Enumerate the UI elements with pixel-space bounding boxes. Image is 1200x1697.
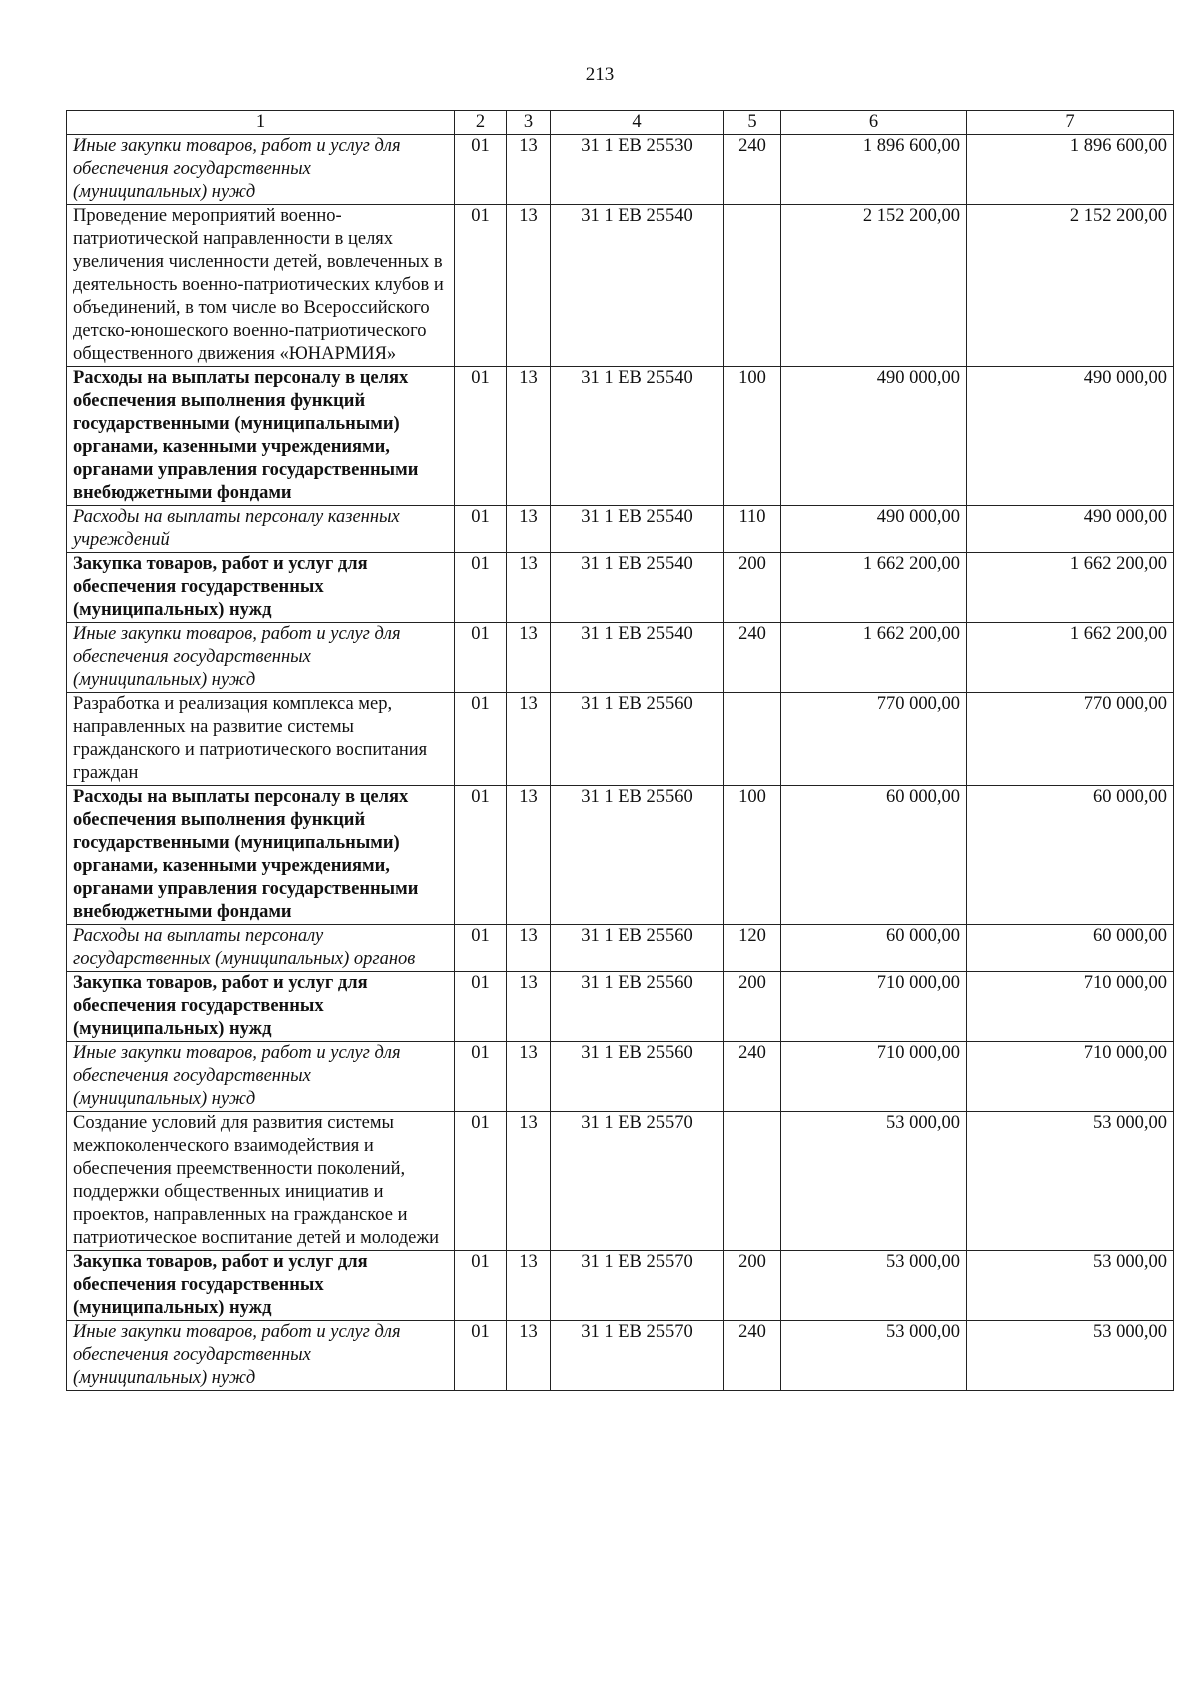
row-amount-1: 60 000,00 xyxy=(781,925,967,972)
row-amount-1: 770 000,00 xyxy=(781,693,967,786)
row-amount-2: 53 000,00 xyxy=(967,1321,1174,1391)
row-subsection-code: 13 xyxy=(507,972,551,1042)
table-row xyxy=(67,1321,1174,1391)
row-section-code: 01 xyxy=(455,693,507,786)
row-subsection-code: 13 xyxy=(507,506,551,553)
row-expense-type: 100 xyxy=(724,367,781,506)
table-row xyxy=(67,506,1174,553)
row-target-article: 31 1 ЕВ 25560 xyxy=(551,693,724,786)
row-section-code: 01 xyxy=(455,367,507,506)
header-col-4: 4 xyxy=(551,111,724,135)
row-amount-2: 1 662 200,00 xyxy=(967,623,1174,693)
row-section-code: 01 xyxy=(455,972,507,1042)
row-expense-type xyxy=(724,1112,781,1251)
row-description: Создание условий для развития системы межпоколенческого взаимодействия и обеспечения преемственности поколений, поддержки общественных инициатив и проектов, направленных на гражданское и патриотическое воспитание детей и молодежи xyxy=(67,1112,455,1251)
row-description: Закупка товаров, работ и услуг для обеспечения государственных (муниципальных) нужд xyxy=(67,972,455,1042)
row-description: Иные закупки товаров, работ и услуг для обеспечения государственных (муниципальных) нужд xyxy=(67,1042,455,1112)
row-amount-2: 490 000,00 xyxy=(967,506,1174,553)
row-description: Иные закупки товаров, работ и услуг для обеспечения государственных (муниципальных) нужд xyxy=(67,623,455,693)
row-expense-type: 200 xyxy=(724,1251,781,1321)
table-row xyxy=(67,972,1174,1042)
header-col-5: 5 xyxy=(724,111,781,135)
row-subsection-code: 13 xyxy=(507,925,551,972)
row-subsection-code: 13 xyxy=(507,553,551,623)
row-section-code: 01 xyxy=(455,623,507,693)
row-amount-1: 710 000,00 xyxy=(781,1042,967,1112)
row-amount-2: 710 000,00 xyxy=(967,1042,1174,1112)
row-expense-type: 200 xyxy=(724,553,781,623)
table-row xyxy=(67,925,1174,972)
row-amount-2: 2 152 200,00 xyxy=(967,205,1174,367)
row-description: Проведение мероприятий военно-патриотической направленности в целях увеличения численности детей, вовлеченных в деятельность военно-патриотических клубов и объединений, в том числе во Всероссийского детско-юношеского военно-патриотического общественного движения «ЮНАРМИЯ» xyxy=(67,205,455,367)
row-target-article: 31 1 ЕВ 25570 xyxy=(551,1112,724,1251)
row-expense-type: 240 xyxy=(724,135,781,205)
row-description: Закупка товаров, работ и услуг для обеспечения государственных (муниципальных) нужд xyxy=(67,553,455,623)
row-expense-type: 200 xyxy=(724,972,781,1042)
table-row xyxy=(67,1042,1174,1112)
header-col-3: 3 xyxy=(507,111,551,135)
row-amount-1: 710 000,00 xyxy=(781,972,967,1042)
row-expense-type: 240 xyxy=(724,1042,781,1112)
row-section-code: 01 xyxy=(455,786,507,925)
row-subsection-code: 13 xyxy=(507,367,551,506)
table-row xyxy=(67,1112,1174,1251)
row-expense-type: 120 xyxy=(724,925,781,972)
header-col-7: 7 xyxy=(967,111,1174,135)
row-subsection-code: 13 xyxy=(507,786,551,925)
row-subsection-code: 13 xyxy=(507,1042,551,1112)
page-number: 213 xyxy=(585,64,615,85)
row-section-code: 01 xyxy=(455,1251,507,1321)
row-section-code: 01 xyxy=(455,553,507,623)
row-description: Расходы на выплаты персоналу в целях обеспечения выполнения функций государственными (муниципальными) органами, казенными учреждениями, органами управления государственными внебюджетными фондами xyxy=(67,786,455,925)
row-amount-1: 1 662 200,00 xyxy=(781,623,967,693)
row-amount-2: 770 000,00 xyxy=(967,693,1174,786)
row-amount-2: 1 896 600,00 xyxy=(967,135,1174,205)
table-row xyxy=(67,553,1174,623)
row-target-article: 31 1 ЕВ 25560 xyxy=(551,786,724,925)
row-section-code: 01 xyxy=(455,1042,507,1112)
row-description: Иные закупки товаров, работ и услуг для обеспечения государственных (муниципальных) нужд xyxy=(67,135,455,205)
table-row xyxy=(67,135,1174,205)
row-description: Иные закупки товаров, работ и услуг для обеспечения государственных (муниципальных) нужд xyxy=(67,1321,455,1391)
row-subsection-code: 13 xyxy=(507,623,551,693)
row-target-article: 31 1 ЕВ 25540 xyxy=(551,205,724,367)
row-subsection-code: 13 xyxy=(507,205,551,367)
row-amount-1: 1 662 200,00 xyxy=(781,553,967,623)
row-amount-1: 2 152 200,00 xyxy=(781,205,967,367)
row-section-code: 01 xyxy=(455,1321,507,1391)
row-target-article: 31 1 ЕВ 25540 xyxy=(551,367,724,506)
table-body xyxy=(67,135,1174,1391)
row-target-article: 31 1 ЕВ 25560 xyxy=(551,1042,724,1112)
header-col-2: 2 xyxy=(455,111,507,135)
row-subsection-code: 13 xyxy=(507,693,551,786)
row-target-article: 31 1 ЕВ 25530 xyxy=(551,135,724,205)
table-row xyxy=(67,623,1174,693)
row-subsection-code: 13 xyxy=(507,1321,551,1391)
row-amount-1: 490 000,00 xyxy=(781,367,967,506)
row-subsection-code: 13 xyxy=(507,1112,551,1251)
row-target-article: 31 1 ЕВ 25540 xyxy=(551,623,724,693)
table-row xyxy=(67,693,1174,786)
row-amount-2: 53 000,00 xyxy=(967,1112,1174,1251)
row-expense-type: 100 xyxy=(724,786,781,925)
row-amount-1: 490 000,00 xyxy=(781,506,967,553)
row-description: Расходы на выплаты персоналу казенных учреждений xyxy=(67,506,455,553)
row-amount-2: 53 000,00 xyxy=(967,1251,1174,1321)
table-row xyxy=(67,205,1174,367)
row-description: Разработка и реализация комплекса мер, направленных на развитие системы гражданского и патриотического воспитания граждан xyxy=(67,693,455,786)
row-expense-type xyxy=(724,205,781,367)
row-expense-type: 240 xyxy=(724,623,781,693)
row-expense-type xyxy=(724,693,781,786)
row-target-article: 31 1 ЕВ 25540 xyxy=(551,506,724,553)
row-amount-1: 53 000,00 xyxy=(781,1251,967,1321)
row-amount-1: 53 000,00 xyxy=(781,1112,967,1251)
row-target-article: 31 1 ЕВ 25540 xyxy=(551,553,724,623)
row-subsection-code: 13 xyxy=(507,135,551,205)
row-expense-type: 110 xyxy=(724,506,781,553)
row-amount-2: 490 000,00 xyxy=(967,367,1174,506)
header-col-1: 1 xyxy=(67,111,455,135)
row-amount-1: 60 000,00 xyxy=(781,786,967,925)
budget-table xyxy=(66,110,1174,1391)
row-amount-2: 710 000,00 xyxy=(967,972,1174,1042)
row-description: Закупка товаров, работ и услуг для обеспечения государственных (муниципальных) нужд xyxy=(67,1251,455,1321)
row-section-code: 01 xyxy=(455,1112,507,1251)
row-amount-1: 1 896 600,00 xyxy=(781,135,967,205)
row-amount-2: 60 000,00 xyxy=(967,786,1174,925)
row-description: Расходы на выплаты персоналу государственных (муниципальных) органов xyxy=(67,925,455,972)
table-header-row xyxy=(67,111,1174,135)
row-description: Расходы на выплаты персоналу в целях обеспечения выполнения функций государственными (муниципальными) органами, казенными учреждениями, органами управления государственными внебюджетными фондами xyxy=(67,367,455,506)
table-row xyxy=(67,367,1174,506)
row-subsection-code: 13 xyxy=(507,1251,551,1321)
row-section-code: 01 xyxy=(455,135,507,205)
row-amount-2: 60 000,00 xyxy=(967,925,1174,972)
row-target-article: 31 1 ЕВ 25560 xyxy=(551,972,724,1042)
row-target-article: 31 1 ЕВ 25560 xyxy=(551,925,724,972)
row-section-code: 01 xyxy=(455,506,507,553)
table-row xyxy=(67,1251,1174,1321)
row-amount-2: 1 662 200,00 xyxy=(967,553,1174,623)
row-expense-type: 240 xyxy=(724,1321,781,1391)
row-section-code: 01 xyxy=(455,205,507,367)
header-col-6: 6 xyxy=(781,111,967,135)
row-section-code: 01 xyxy=(455,925,507,972)
table-row xyxy=(67,786,1174,925)
row-target-article: 31 1 ЕВ 25570 xyxy=(551,1321,724,1391)
row-amount-1: 53 000,00 xyxy=(781,1321,967,1391)
row-target-article: 31 1 ЕВ 25570 xyxy=(551,1251,724,1321)
